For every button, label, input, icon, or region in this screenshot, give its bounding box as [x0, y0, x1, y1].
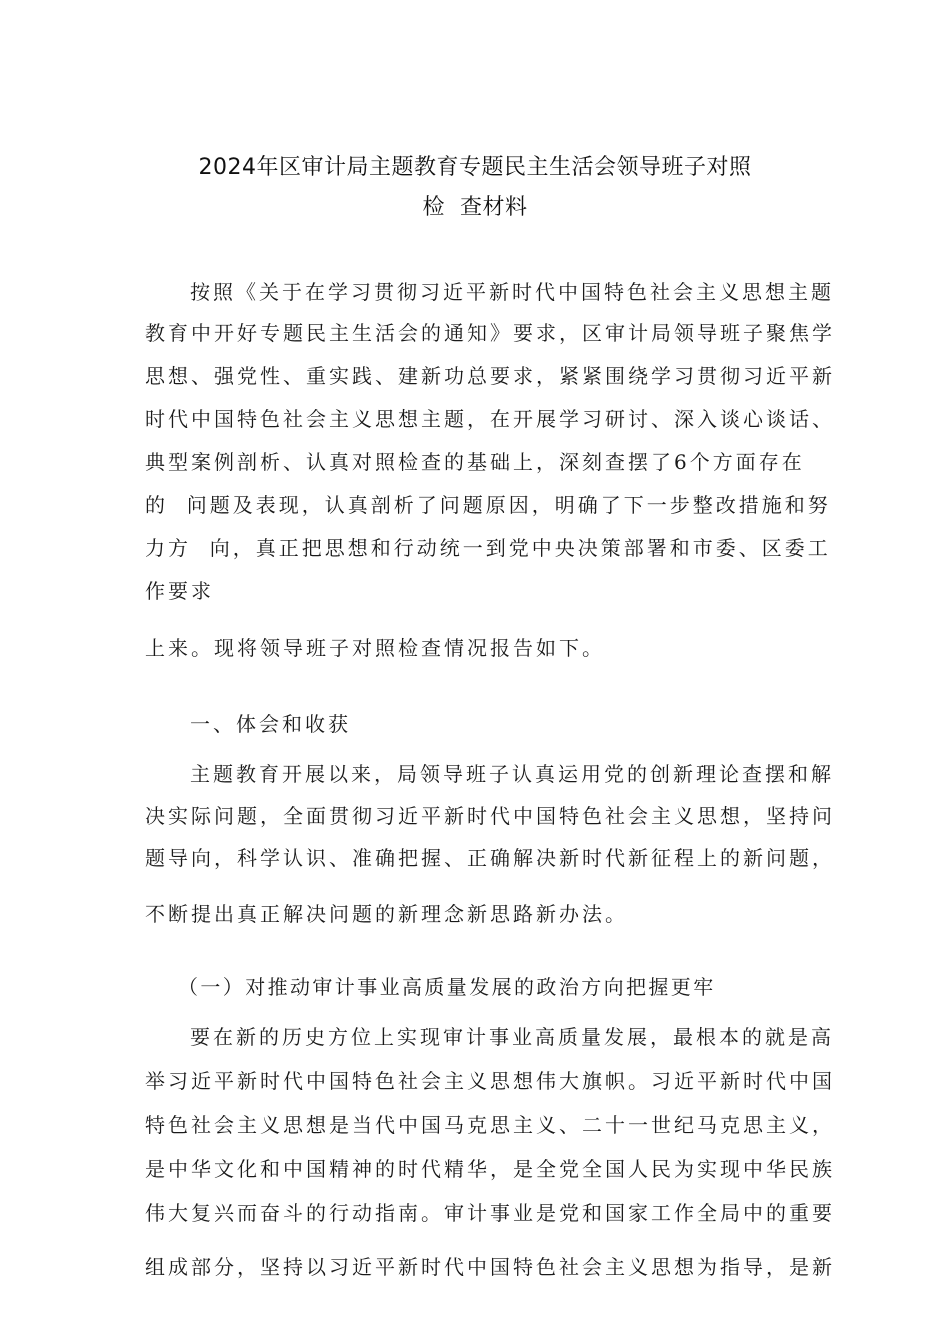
body-line: 决实际问题，全面贯彻习近平新时代中国特色社会主义思想，坚持问 [145, 804, 835, 828]
body-line: 组成部分，坚持以习近平新时代中国特色社会主义思想为指导，是新 [145, 1255, 835, 1279]
intro-line: 力方 向，真正把思想和行动统一到党中央决策部署和市委、区委工 [145, 536, 831, 560]
body-line: 举习近平新时代中国特色社会主义思想伟大旗帜。习近平新时代中国 [145, 1069, 835, 1093]
body-line: 不断提出真正解决问题的新理念新思路新办法。 [145, 902, 628, 926]
body-line: 是中华文化和中国精神的时代精华，是全党全国人民为实现中华民族 [145, 1157, 835, 1181]
intro-line: 按照《关于在学习贯彻习近平新时代中国特色社会主义思想主题 [190, 280, 834, 304]
document-title-line-1: 2024年区审计局主题教育专题民主生活会领导班子对照 [198, 155, 752, 180]
body-line: 特色社会主义思想是当代中国马克思主义、二十一世纪马克思主义， [145, 1113, 835, 1137]
section-heading: 一、体会和收获 [190, 712, 351, 736]
document-title-line-2: 检 查材料 [422, 195, 528, 220]
intro-line: 典型案例剖析、认真对照检查的基础上，深刻查摆了6个方面存在 [145, 450, 805, 474]
body-line: 题导向，科学认识、准确把握、正确解决新时代新征程上的新问题， [145, 846, 835, 870]
intro-line: 教育中开好专题民主生活会的通知》要求，区审计局领导班子聚焦学 [145, 321, 835, 345]
subsection-heading: （一）对推动审计事业高质量发展的政治方向把握更牢 [178, 975, 716, 999]
intro-line: 思想、强党性、重实践、建新功总要求，紧紧围绕学习贯彻习近平新 [145, 364, 835, 388]
body-line: 要在新的历史方位上实现审计事业高质量发展，最根本的就是高 [190, 1025, 834, 1049]
body-line: 主题教育开展以来，局领导班子认真运用党的创新理论查摆和解 [190, 762, 834, 786]
intro-line: 上来。现将领导班子对照检查情况报告如下。 [145, 636, 605, 660]
intro-line: 时代中国特色社会主义思想主题，在开展学习研讨、深入谈心谈话、 [145, 407, 835, 431]
body-line: 伟大复兴而奋斗的行动指南。审计事业是党和国家工作全局中的重要 [145, 1201, 835, 1225]
intro-line: 的 问题及表现，认真剖析了问题原因，明确了下一步整改措施和努 [145, 493, 831, 517]
intro-line: 作要求 [145, 579, 214, 603]
